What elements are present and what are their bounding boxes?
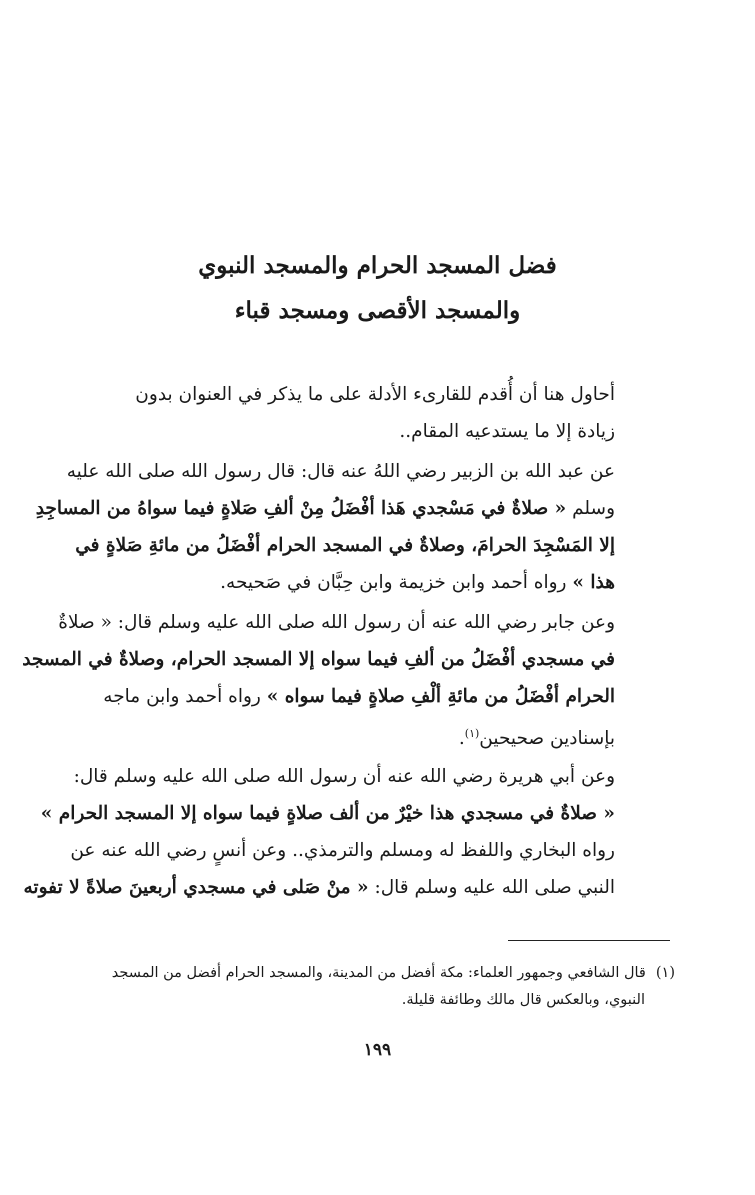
paragraph-line: وعن جابر رضي الله عنه أن رسول الله صلى الله عليه وسلم قال: « صلاةٌ (58, 612, 615, 633)
paragraph-line: عن عبد الله بن الزبير رضي اللهُ عنه قال: قال رسول الله صلى الله عليه (66, 461, 615, 482)
text-segment: رواه أحمد وابن خزيمة وابن حِبَّان في صَحيحه. (220, 572, 567, 593)
paragraph-hadith-zubair (35, 453, 615, 601)
paragraph-line: وعن أبي هريرة رضي الله عنه أن رسول الله صلى الله عليه وسلم قال: (73, 766, 615, 787)
paragraph-line (23, 869, 615, 906)
text-segment: رواه أحمد وابن ماجه (103, 686, 261, 707)
hadith-quote-line: « صلاةٌ في مسجدي هذا خيْرٌ من ألف صلاةٍ فيما سواه إلا المسجد الحرام » (40, 803, 615, 824)
paragraph-hadith-jabir (22, 604, 615, 757)
chapter-title-line-2: والمسجد الأقصى ومسجد قباء (234, 297, 521, 324)
footnote-number: (١) (655, 965, 675, 981)
hadith-quote-line: إلا المَسْجِدَ الحرامَ، وصلاةٌ في المسجد الحرام أفْضَلُ من مائةِ صَلاةٍ في (75, 535, 615, 556)
hadith-quote: « صلاةٌ في مَسْجدي هَذا أفْضَلُ مِنْ ألفِ صَلاةٍ فيما سواهُ من المساجِدِ (35, 498, 567, 519)
hadith-quote: « منْ صَلى في مسجدي أربعينَ صلاةً لا تفوته (23, 877, 369, 898)
paragraph-line: زيادة إلا ما يستدعيه المقام.. (399, 421, 615, 442)
paragraph-line (140, 564, 615, 601)
hadith-quote: الحرام أفْضَلُ من مائةِ ألْفِ صلاةٍ فيما سواه » (266, 686, 615, 707)
text-segment: وسلم (572, 498, 615, 519)
hadith-quote-line: في مسجدي أفْضَلُ من ألفِ فيما سواه إلا المسجد الحرام، وصلاةٌ في المسجد (22, 649, 615, 670)
footnote-reference[interactable]: (١) (464, 727, 480, 740)
paragraph-intro (135, 376, 615, 450)
paragraph-line: أحاول هنا أن أُقدم للقارىء الأدلة على ما يذكر في العنوان بدون (135, 384, 615, 405)
paragraph-line (103, 678, 615, 715)
text-segment: بإسنادين صحيحين (479, 728, 615, 750)
footnote (111, 960, 675, 1014)
chapter-title-line-1: فضل المسجد الحرام والمسجد النبوي (198, 252, 557, 279)
paragraph-line (35, 490, 615, 527)
footnote-line (111, 960, 675, 987)
paragraph-hadith-abu-hurayra (23, 758, 615, 906)
text-segment: . (458, 728, 465, 750)
text-segment: النبي صلى الله عليه وسلم قال: (374, 877, 615, 898)
footnote-divider (508, 940, 670, 941)
paragraph-line: رواه البخاري واللفظ له ومسلم والترمذي.. وعن أنسٍ رضي الله عنه عن (70, 840, 615, 861)
text-segment: قال الشافعي وجمهور العلماء: مكة أفضل من المدينة، والمسجد الحرام أفضل من المسجد (111, 965, 646, 981)
page-number: ١٩٩ (363, 1040, 392, 1060)
hadith-quote: هذا » (572, 572, 615, 593)
paragraph-line (140, 715, 615, 757)
footnote-line: النبوي، وبالعكس قال مالك وطائفة قليلة. (401, 992, 645, 1008)
